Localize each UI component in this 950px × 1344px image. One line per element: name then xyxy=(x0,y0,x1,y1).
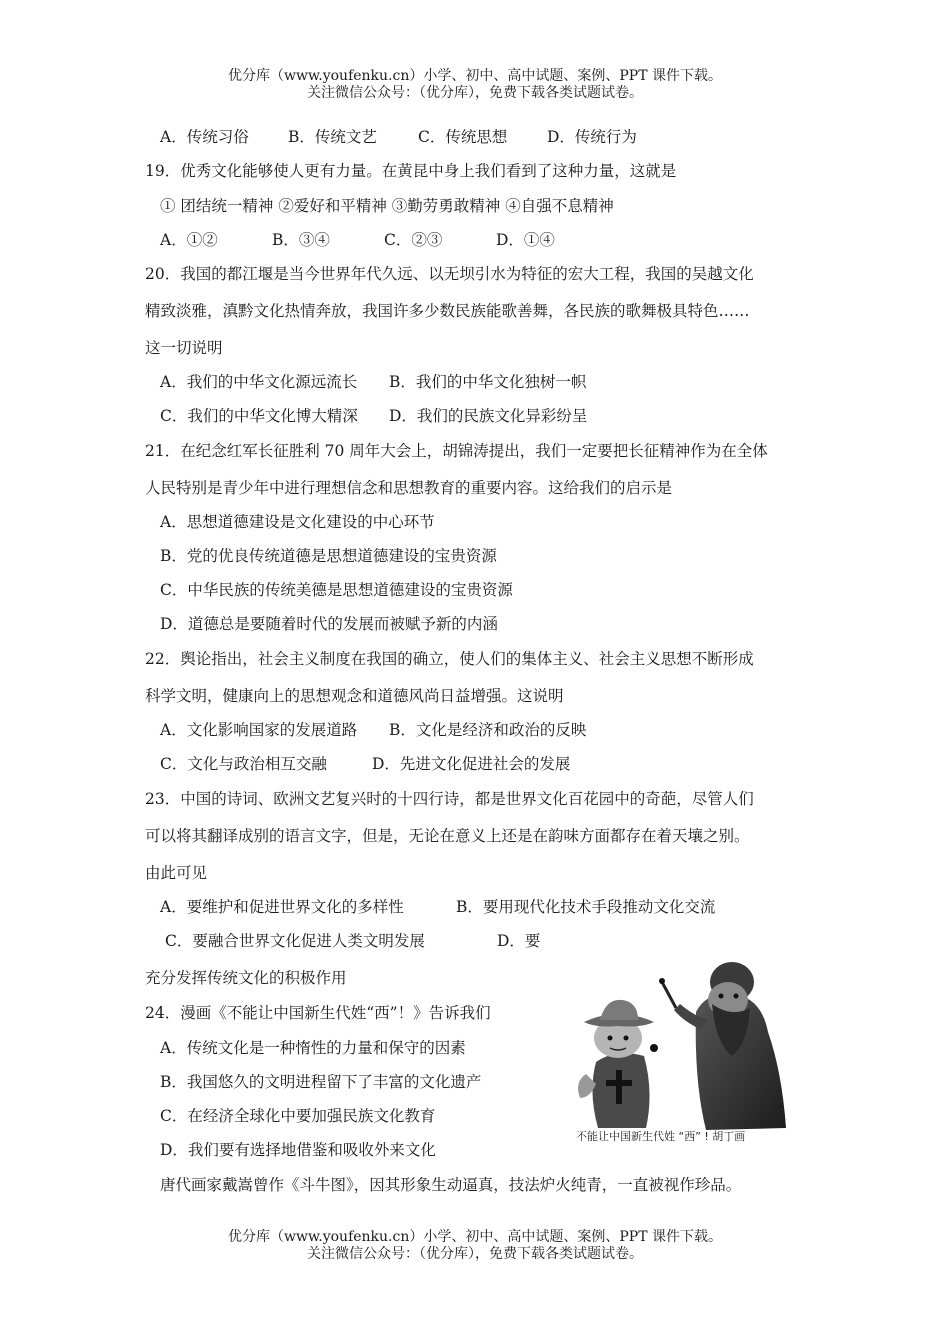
q23-stem-line-3: 由此可见 xyxy=(145,864,208,882)
q20-options-row-1 xyxy=(160,372,587,392)
q22-option-a: A．文化影响国家的发展道路 xyxy=(160,721,358,739)
q19-options xyxy=(160,230,555,250)
q21-option-d: D．道德总是要随着时代的发展而被赋予新的内涵 xyxy=(160,615,498,633)
q18-options xyxy=(160,127,637,147)
q19-option-c: C．②③ xyxy=(384,231,443,249)
page-header xyxy=(0,68,950,102)
q23-options-row-2 xyxy=(165,931,541,951)
q20-stem-line-3: 这一切说明 xyxy=(145,339,223,357)
q19-stem: 19．优秀文化能够使人更有力量。在黄昆中身上我们看到了这种力量，这就是 xyxy=(145,162,677,180)
footer-line-1: 优分库（www.youfenku.cn）小学、初中、高中试题、案例、PPT 课件下载。 xyxy=(227,1229,722,1245)
q19-items: ① 团结统一精神 ②爱好和平精神 ③勤劳勇敢精神 ④自强不息精神 xyxy=(160,197,614,215)
cartoon-illustration xyxy=(556,952,802,1148)
q21-option-c: C．中华民族的传统美德是思想道德建设的宝贵资源 xyxy=(160,581,513,599)
q22-option-b: B．文化是经济和政治的反映 xyxy=(389,721,587,739)
q19-option-a: A．①② xyxy=(160,231,218,249)
q20-option-c: C．我们的中华文化博大精深 xyxy=(160,407,358,425)
q24-option-b: B．我国悠久的文明进程留下了丰富的文化遗产 xyxy=(160,1073,482,1091)
q23-option-d: D．要 xyxy=(497,932,541,950)
q24-option-c: C．在经济全球化中要加强民族文化教育 xyxy=(160,1107,436,1125)
q20-options-row-2 xyxy=(160,406,588,426)
q24-option-a: A．传统文化是一种惰性的力量和保守的因素 xyxy=(160,1039,466,1057)
q23-option-a: A．要维护和促进世界文化的多样性 xyxy=(160,898,404,916)
q21-option-b: B．党的优良传统道德是思想道德建设的宝贵资源 xyxy=(160,547,497,565)
q22-stem-line-2: 科学文明，健康向上的思想观念和道德风尚日益增强。这说明 xyxy=(145,687,564,705)
q23-stem-line-1: 23．中国的诗词、欧洲文艺复兴时的十四行诗，都是世界文化百花园中的奇葩，尽管人们 xyxy=(145,790,754,808)
q23-option-b: B．要用现代化技术手段推动文化交流 xyxy=(456,898,716,916)
q21-stem-line-1: 21．在纪念红军长征胜利 70 周年大会上，胡锦涛提出，我们一定要把长征精神作为在全体 xyxy=(145,442,768,460)
q19-option-b: B．③④ xyxy=(272,231,330,249)
q18-option-a: A．传统习俗 xyxy=(160,128,249,146)
page-footer xyxy=(0,1229,950,1263)
q23-option-d-continued: 充分发挥传统文化的积极作用 xyxy=(145,969,347,987)
q24-stem: 24．漫画《不能让中国新生代姓“西”！》告诉我们 xyxy=(145,1004,491,1022)
q23-option-c: C．要融合世界文化促进人类文明发展 xyxy=(165,932,425,950)
q22-stem-line-1: 22．舆论指出，社会主义制度在我国的确立，使人们的集体主义、社会主义思想不断形成 xyxy=(145,650,754,668)
q20-option-a: A．我们的中华文化源远流长 xyxy=(160,373,358,391)
footer-line-2: 关注微信公众号：（优分库），免费下载各类试题试卷。 xyxy=(307,1246,643,1262)
q18-option-d: D．传统行为 xyxy=(547,128,637,146)
q20-stem-line-1: 20．我国的都江堰是当今世界年代久远、以无坝引水为特征的宏大工程，我国的吴越文化 xyxy=(145,265,754,283)
q20-option-d: D．我们的民族文化异彩纷呈 xyxy=(389,407,588,425)
header-line-2: 关注微信公众号：（优分库），免费下载各类试题试卷。 xyxy=(307,85,643,101)
q18-option-b: B．传统文艺 xyxy=(288,128,377,146)
q18-option-c: C．传统思想 xyxy=(418,128,508,146)
q21-stem-line-2: 人民特别是青少年中进行理想信念和思想教育的重要内容。这给我们的启示是 xyxy=(145,479,673,497)
q22-option-c: C．文化与政治相互交融 xyxy=(160,755,327,773)
cartoon-caption: 不能让中国新生代姓 “西” ! 胡丁画 xyxy=(576,1130,746,1143)
q22-options-row-1 xyxy=(160,720,587,740)
q22-options-row-2 xyxy=(160,754,571,774)
q24-option-d: D．我们要有选择地借鉴和吸收外来文化 xyxy=(160,1141,436,1159)
q23-stem-line-2: 可以将其翻译成别的语言文字，但是，无论在意义上还是在韵味方面都存在着天壤之别。 xyxy=(145,827,750,845)
q20-stem-line-2: 精致淡雅，滇黔文化热情奔放，我国许多少数民族能歌善舞，各民族的歌舞极具特色…… xyxy=(145,302,750,320)
q19-option-d: D．①④ xyxy=(496,231,555,249)
q23-options-row-1 xyxy=(160,897,716,917)
q20-option-b: B．我们的中华文化独树一帜 xyxy=(389,373,587,391)
header-line-1: 优分库（www.youfenku.cn）小学、初中、高中试题、案例、PPT 课件下载。 xyxy=(227,68,722,84)
q21-option-a: A．思想道德建设是文化建设的中心环节 xyxy=(160,513,435,531)
q25-intro: 唐代画家戴嵩曾作《斗牛图》，因其形象生动逼真，技法炉火纯青，一直被视作珍品。 xyxy=(160,1176,742,1194)
q22-option-d: D．先进文化促进社会的发展 xyxy=(372,755,571,773)
